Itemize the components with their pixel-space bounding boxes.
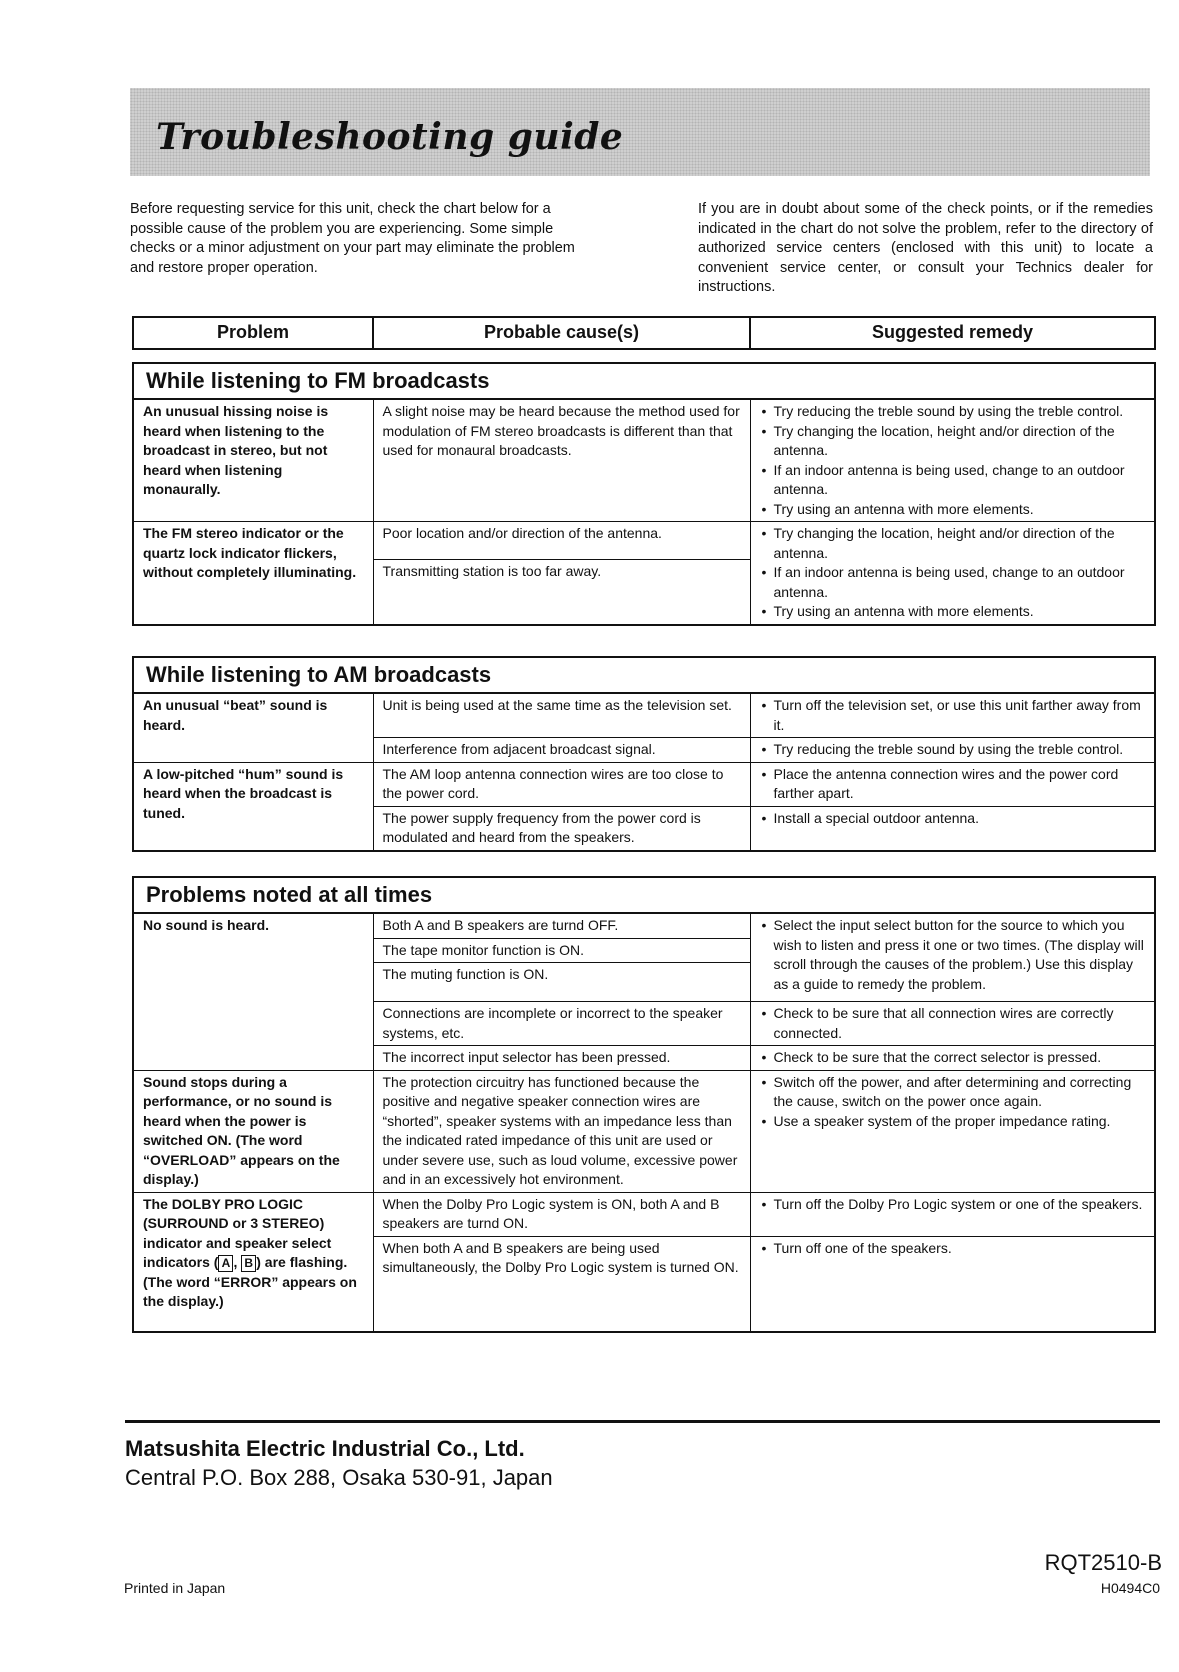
title-banner [130,88,1150,176]
remedy-item: • If an indoor antenna is being used, change to an outdoor antenna. [760,563,1146,602]
header-cause: Probable cause(s) [373,317,750,349]
remedy-item: • Switch off the power, and after determining and correcting the cause, switch on the power once again. [760,1073,1146,1112]
problem-cell: A low-pitched “hum” sound is heard when the broadcast is tuned. [133,762,373,851]
speaker-a-indicator: A [218,1255,233,1272]
cause-cell: The tape monitor function is ON. [373,938,750,963]
remedy-item: • Try using an antenna with more elements. [760,500,1146,520]
remedy-item: • Check to be sure that all connection wires are correctly connected. [760,1004,1146,1043]
cause-cell: When both A and B speakers are being used simultaneously, the Dolby Pro Logic system is turned ON. [373,1236,750,1332]
section-am [132,656,1156,852]
speaker-b-indicator: B [241,1255,256,1272]
problem-text: ) are flashing. (The word “ERROR” appears on the display.) [143,1254,357,1309]
cause-cell: When the Dolby Pro Logic system is ON, both A and B speakers are turnd ON. [373,1192,750,1236]
remedy-item: • Try changing the location, height and/or direction of the antenna. [760,524,1146,563]
remedy-item: • Use a speaker system of the proper impedance rating. [760,1112,1146,1132]
remedy-cell [750,913,1155,1002]
cause-cell: The incorrect input selector has been pressed. [373,1046,750,1071]
remedy-cell [750,399,1155,522]
column-headers [132,316,1156,350]
cause-cell: Connections are incomplete or incorrect to the speaker systems, etc. [373,1002,750,1046]
cause-cell: Both A and B speakers are turnd OFF. [373,913,750,938]
page-title: Troubleshooting guide [156,116,624,158]
header-remedy: Suggested remedy [750,317,1155,349]
remedy-item: • Try reducing the treble sound by using the treble control. [760,740,1146,760]
section-title: Problems noted at all times [133,877,1155,913]
remedy-cell [750,522,1155,625]
cause-cell: Interference from adjacent broadcast signal. [373,738,750,763]
remedy-item: • Turn off the television set, or use this unit farther away from it. [760,696,1146,735]
cause-cell: A slight noise may be heard because the method used for modulation of FM stereo broadcasts is different than that used for monaural broadcasts. [373,399,750,522]
remedy-item: • Check to be sure that the correct selector is pressed. [760,1048,1146,1068]
remedy-cell [750,738,1155,763]
printed-in: Printed in Japan [124,1580,226,1596]
remedy-item: • Turn off the Dolby Pro Logic system or one of the speakers. [760,1195,1146,1215]
intro-left: Before requesting service for this unit, check the chart below for a possible cause of the problem you are experiencing. Some simple checks or a minor adjustment on your part may eliminate the problem and restore proper operation. [130,201,575,276]
problem-cell: Sound stops during a performance, or no sound is heard when the power is switched ON. (The word “OVERLOAD” appears on the display.) [133,1070,373,1192]
remedy-cell [750,806,1155,851]
document-code: RQT2510-B [1044,1550,1162,1575]
section-title: While listening to FM broadcasts [133,363,1155,399]
cause-cell: The AM loop antenna connection wires are too close to the power cord. [373,762,750,806]
problem-cell: An unusual “beat” sound is heard. [133,693,373,762]
remedy-cell [750,1236,1155,1332]
company-name: Matsushita Electric Industrial Co., Ltd. [125,1436,525,1461]
problem-cell: The FM stereo indicator or the quartz lock indicator flickers, without completely illuminating. [133,522,373,625]
remedy-cell [750,1046,1155,1071]
header-problem: Problem [133,317,373,349]
problem-text: The DOLBY PRO LOGIC (SURROUND or 3 STEREO) indicator and speaker select indicators ( [143,1195,332,1270]
problem-cell: An unusual hissing noise is heard when listening to the broadcast in stereo, but not heard when listening monaurally. [133,399,373,522]
problem-cell: The DOLBY PRO LOGIC (SURROUND or 3 STEREO) indicator and speaker select indicators ( A , B ) are flashing. (The word “ERROR” appears on the display.) [133,1192,373,1332]
intro-right: If you are in doubt about some of the check points, or if the remedies indicated in the chart do not solve the problem, refer to the directory of authorized service centers (enclosed with this unit) to locate a convenient service center, or consult your Technics dealer for instructions. [698,201,1153,295]
remedy-cell [750,1002,1155,1046]
cause-cell: The muting function is ON. [373,963,750,1002]
company-address: Central P.O. Box 288, Osaka 530-91, Japan [125,1465,553,1490]
cause-cell: The protection circuitry has functioned because the positive and negative speaker connection wires are “shorted”, speaker systems with an impedance less than the indicated rated impedance of this unit are used or under severe use, such as loud volume, excessive power and in an excessively hot environment. [373,1070,750,1192]
section-all-times [132,876,1156,1333]
remedy-item: • Select the input select button for the source to which you wish to listen and press it one or two times. (The display will scroll through the causes of the problem.) Use this display as a guide to remedy the problem. [760,916,1146,994]
remedy-cell [750,1192,1155,1236]
section-title: While listening to AM broadcasts [133,657,1155,693]
remedy-item: • Turn off one of the speakers. [760,1239,1146,1259]
remedy-item: • Try using an antenna with more elements. [760,602,1146,622]
footer-divider [125,1420,1160,1423]
cause-cell: The power supply frequency from the power cord is modulated and heard from the speakers. [373,806,750,851]
section-fm [132,362,1156,626]
remedy-cell [750,762,1155,806]
remedy-item: • Place the antenna connection wires and the power cord farther apart. [760,765,1146,804]
remedy-item: • Install a special outdoor antenna. [760,809,1146,829]
print-lot: H0494C0 [1100,1580,1160,1596]
remedy-cell [750,1070,1155,1192]
remedy-item: • If an indoor antenna is being used, change to an outdoor antenna. [760,461,1146,500]
problem-cell: No sound is heard. [133,913,373,1070]
remedy-item: • Try changing the location, height and/or direction of the antenna. [760,422,1146,461]
cause-cell: Transmitting station is too far away. [373,559,750,625]
cause-cell: Unit is being used at the same time as the television set. [373,693,750,738]
remedy-cell [750,693,1155,738]
cause-cell: Poor location and/or direction of the antenna. [373,522,750,560]
remedy-item: • Try reducing the treble sound by using the treble control. [760,402,1146,422]
